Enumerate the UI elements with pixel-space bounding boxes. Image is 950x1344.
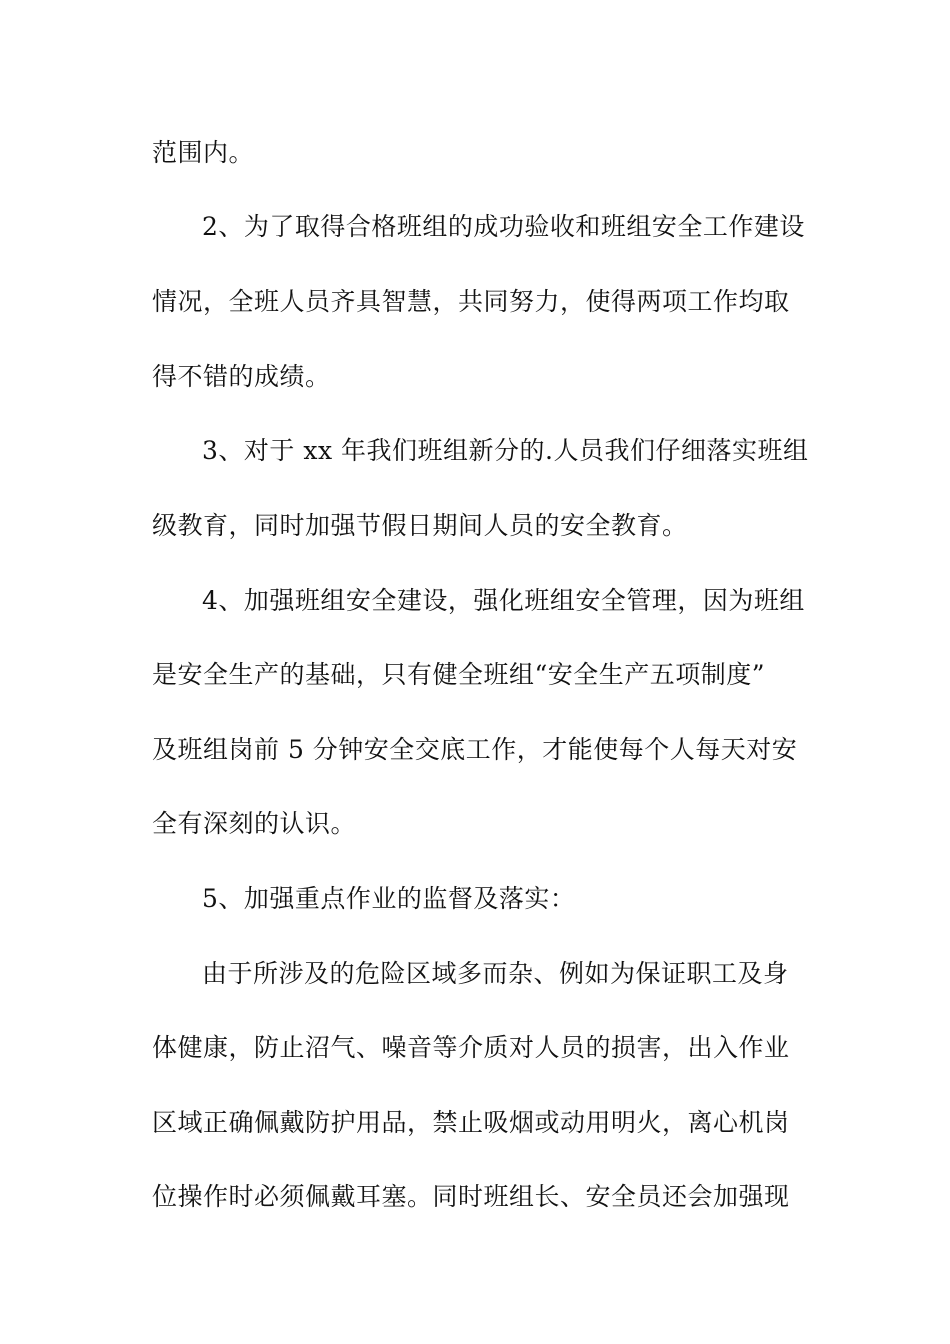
text-line: 级教育，同时加强节假日期间人员的安全教育。	[152, 511, 688, 540]
text-line: 5、加强重点作业的监督及落实：	[202, 884, 576, 913]
text-line: 2、为了取得合格班组的成功验收和班组安全工作建设	[202, 212, 805, 241]
text-line: 全有深刻的认识。	[152, 809, 357, 838]
text-line: 4、加强班组安全建设，强化班组安全管理，因为班组	[202, 586, 805, 615]
text-line: 情况，全班人员齐具智慧，共同努力，使得两项工作均取	[152, 287, 790, 316]
text-line: 是安全生产的基础，只有健全班组“安全生产五项制度”	[152, 660, 766, 689]
text-line: 区域正确佩戴防护用品，禁止吸烟或动用明火，离心机岗	[152, 1108, 790, 1137]
text-line: 及班组岗前 5 分钟安全交底工作，才能使每个人每天对安	[152, 735, 798, 764]
text-line: 体健康，防止沼气、噪音等介质对人员的损害，出入作业	[152, 1033, 790, 1062]
text-line: 范围内。	[152, 138, 255, 167]
text-line: 3、对于 xx 年我们班组新分的.人员我们仔细落实班组	[202, 436, 809, 465]
text-line: 得不错的成绩。	[152, 362, 331, 391]
text-line: 位操作时必须佩戴耳塞。同时班组长、安全员还会加强现	[152, 1182, 790, 1211]
text-line: 由于所涉及的危险区域多而杂、例如为保证职工及身	[202, 959, 789, 988]
